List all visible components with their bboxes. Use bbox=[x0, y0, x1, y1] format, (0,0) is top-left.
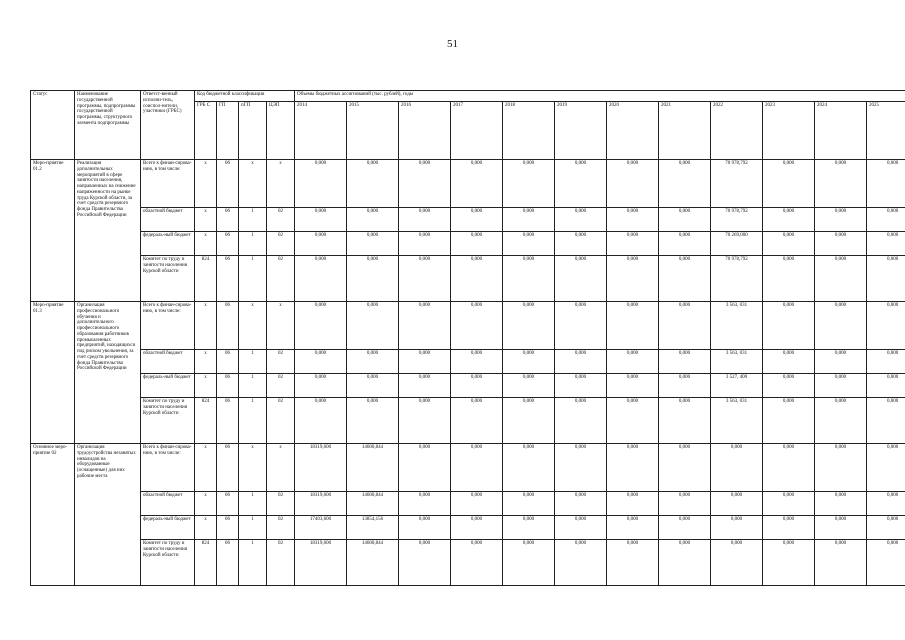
value-cell: 0,000 bbox=[815, 516, 867, 540]
grbs-cell: х bbox=[195, 302, 217, 350]
gp-cell: 06 bbox=[217, 232, 239, 256]
value-cell: 0,000 bbox=[451, 540, 503, 586]
csr-cell: 02 bbox=[267, 256, 295, 302]
grbs-cell: х bbox=[195, 232, 217, 256]
responsible-cell: Комитет по труду и занятости населения Курской области bbox=[141, 540, 195, 586]
year-header: 2021 bbox=[659, 102, 711, 160]
value-cell: 0,000 bbox=[295, 232, 347, 256]
table-row bbox=[31, 232, 905, 256]
value-cell: 0,000 bbox=[763, 350, 815, 374]
gp-cell: 06 bbox=[217, 374, 239, 398]
table-row bbox=[31, 444, 905, 492]
status-header: Статус bbox=[31, 91, 75, 160]
value-cell: 0,000 bbox=[347, 256, 399, 302]
value-cell: 0,000 bbox=[347, 208, 399, 232]
status-cell: Меро-приятие 01.3 bbox=[31, 302, 75, 444]
value-cell: 0,000 bbox=[659, 350, 711, 374]
pgp-cell: 1 bbox=[239, 492, 267, 516]
value-cell: 0,000 bbox=[867, 302, 905, 350]
value-cell: 0,000 bbox=[659, 302, 711, 350]
responsible-cell: Комитет по труду и занятости населения Курской области bbox=[141, 398, 195, 444]
value-cell: 3 527, 400 bbox=[711, 374, 763, 398]
value-cell: 0,000 bbox=[659, 208, 711, 232]
value-cell: 0,000 bbox=[451, 492, 503, 516]
csr-cell: 02 bbox=[267, 516, 295, 540]
value-cell: 0,000 bbox=[451, 444, 503, 492]
responsible-cell: Всего к финан-сирова-нию, в том числе: bbox=[141, 302, 195, 350]
value-cell: 70 269,000 bbox=[711, 232, 763, 256]
value-cell: 0,000 bbox=[451, 374, 503, 398]
value-cell: 0,000 bbox=[867, 444, 905, 492]
gp-header: ГП bbox=[217, 102, 239, 160]
value-cell: 0,000 bbox=[295, 398, 347, 444]
year-header: 2020 bbox=[607, 102, 659, 160]
value-cell: 0,000 bbox=[503, 302, 555, 350]
year-header: 2015 bbox=[347, 102, 399, 160]
csr-cell: 02 bbox=[267, 374, 295, 398]
responsible-cell: областной бюджет bbox=[141, 492, 195, 516]
value-cell: 0,000 bbox=[659, 232, 711, 256]
value-cell: 0,000 bbox=[295, 374, 347, 398]
table-body bbox=[31, 160, 905, 586]
gp-cell: 06 bbox=[217, 492, 239, 516]
value-cell: 0,000 bbox=[763, 444, 815, 492]
name-cell: Организация трудоустройства незанятых инвалидов на оборудованные (оснащенные) для них рабочие места bbox=[75, 444, 141, 586]
value-cell: 0,000 bbox=[607, 444, 659, 492]
value-cell: 0,000 bbox=[399, 444, 451, 492]
year-header: 2017 bbox=[451, 102, 503, 160]
grbs-cell: х bbox=[195, 444, 217, 492]
value-cell: 0,000 bbox=[555, 444, 607, 492]
responsible-cell: федераль-ный бюджет bbox=[141, 232, 195, 256]
value-cell: 0,000 bbox=[607, 160, 659, 208]
value-cell: 0,000 bbox=[815, 492, 867, 516]
csr-header: ЦЭП bbox=[267, 102, 295, 160]
value-cell: 0,000 bbox=[399, 374, 451, 398]
value-cell: 0,000 bbox=[555, 160, 607, 208]
gp-cell: 06 bbox=[217, 516, 239, 540]
pgp-cell: 1 bbox=[239, 398, 267, 444]
value-cell: 0,000 bbox=[815, 398, 867, 444]
pgp-cell: 1 bbox=[239, 374, 267, 398]
value-cell: 0,000 bbox=[451, 208, 503, 232]
value-cell: 0,000 bbox=[763, 302, 815, 350]
value-cell: 70 978,792 bbox=[711, 208, 763, 232]
value-cell: 0,000 bbox=[659, 256, 711, 302]
value-cell: 0,000 bbox=[659, 492, 711, 516]
value-cell: 0,000 bbox=[607, 208, 659, 232]
value-cell: 13854,156 bbox=[347, 516, 399, 540]
value-cell: 0,000 bbox=[555, 232, 607, 256]
table-row bbox=[31, 256, 905, 302]
value-cell: 0,000 bbox=[503, 160, 555, 208]
value-cell: 0,000 bbox=[451, 256, 503, 302]
value-cell: 0,000 bbox=[711, 540, 763, 586]
responsible-header: Ответст-венный исполни-тель, соиспол-нители, участники (ГРБС) bbox=[141, 91, 195, 160]
value-cell: 0,000 bbox=[659, 444, 711, 492]
value-cell: 0,000 bbox=[763, 516, 815, 540]
value-cell: 0,000 bbox=[451, 350, 503, 374]
value-cell: 0,000 bbox=[607, 516, 659, 540]
csr-cell: х bbox=[267, 302, 295, 350]
csr-cell: х bbox=[267, 444, 295, 492]
pgp-cell: 1 bbox=[239, 350, 267, 374]
value-cell: 0,000 bbox=[607, 232, 659, 256]
responsible-cell: федераль-ный бюджет bbox=[141, 374, 195, 398]
grbs-cell: 824 bbox=[195, 540, 217, 586]
table-row bbox=[31, 398, 905, 444]
value-cell: 0,000 bbox=[295, 208, 347, 232]
table-row bbox=[31, 374, 905, 398]
value-cell: 0,000 bbox=[399, 302, 451, 350]
value-cell: 0,000 bbox=[503, 492, 555, 516]
value-cell: 0,000 bbox=[763, 232, 815, 256]
value-cell: 0,000 bbox=[347, 232, 399, 256]
value-cell: 0,000 bbox=[399, 232, 451, 256]
value-cell: 0,000 bbox=[607, 302, 659, 350]
table-row bbox=[31, 302, 905, 350]
value-cell: 0,000 bbox=[607, 540, 659, 586]
status-cell: Меро-приятие 01.2 bbox=[31, 160, 75, 302]
value-cell: 0,000 bbox=[659, 374, 711, 398]
pgp-cell: 1 bbox=[239, 256, 267, 302]
value-cell: 0,000 bbox=[763, 492, 815, 516]
header-row-1 bbox=[31, 91, 905, 102]
responsible-cell: федераль-ный бюджет bbox=[141, 516, 195, 540]
pgp-header: пГП bbox=[239, 102, 267, 160]
value-cell: 0,000 bbox=[607, 492, 659, 516]
value-cell: 0,000 bbox=[867, 208, 905, 232]
value-cell: 0,000 bbox=[607, 374, 659, 398]
year-header: 2023 bbox=[763, 102, 815, 160]
value-cell: 0,000 bbox=[815, 232, 867, 256]
value-cell: 0,000 bbox=[503, 398, 555, 444]
value-cell: 0,000 bbox=[555, 398, 607, 444]
name-cell: Реализация дополнительных мероприятий в сфере занятости населения, направленных на снижение напряженности на рынке труда Курской области, за счет средств резервного фонда Правительства Российской Федерации bbox=[75, 160, 141, 302]
page-number: 51 bbox=[447, 38, 458, 50]
value-cell: 3 563, 031 bbox=[711, 302, 763, 350]
year-header: 2025 bbox=[867, 102, 905, 160]
value-cell: 0,000 bbox=[503, 350, 555, 374]
grbs-cell: х bbox=[195, 160, 217, 208]
value-cell: 0,000 bbox=[763, 374, 815, 398]
value-cell: 0,000 bbox=[295, 160, 347, 208]
value-cell: 0,000 bbox=[399, 540, 451, 586]
value-cell: 17403,600 bbox=[295, 516, 347, 540]
value-cell: 0,000 bbox=[711, 492, 763, 516]
gp-cell: 06 bbox=[217, 444, 239, 492]
value-cell: 14600,844 bbox=[347, 540, 399, 586]
value-cell: 0,000 bbox=[815, 208, 867, 232]
year-header: 2014 bbox=[295, 102, 347, 160]
responsible-cell: областной бюджет bbox=[141, 350, 195, 374]
year-header: 2018 bbox=[503, 102, 555, 160]
value-cell: 18319,600 bbox=[295, 540, 347, 586]
value-cell: 0,000 bbox=[763, 208, 815, 232]
grbs-cell: х bbox=[195, 350, 217, 374]
value-cell: 0,000 bbox=[555, 302, 607, 350]
pgp-cell: 1 bbox=[239, 232, 267, 256]
value-cell: 0,000 bbox=[347, 160, 399, 208]
year-header: 2019 bbox=[555, 102, 607, 160]
year-header: 2024 bbox=[815, 102, 867, 160]
value-cell: 0,000 bbox=[555, 516, 607, 540]
value-cell: 0,000 bbox=[555, 350, 607, 374]
csr-cell: 02 bbox=[267, 540, 295, 586]
value-cell: 0,000 bbox=[815, 160, 867, 208]
value-cell: 0,000 bbox=[711, 444, 763, 492]
table-row bbox=[31, 516, 905, 540]
value-cell: 0,000 bbox=[295, 256, 347, 302]
value-cell: 0,000 bbox=[399, 492, 451, 516]
value-cell: 0,000 bbox=[503, 540, 555, 586]
table-row bbox=[31, 492, 905, 516]
value-cell: 0,000 bbox=[399, 208, 451, 232]
value-cell: 0,000 bbox=[347, 398, 399, 444]
value-cell: 0,000 bbox=[867, 232, 905, 256]
gp-cell: 06 bbox=[217, 398, 239, 444]
value-cell: 0,000 bbox=[659, 516, 711, 540]
value-cell: 0,000 bbox=[295, 350, 347, 374]
responsible-cell: Комитет по труду и занятости населения Курской области bbox=[141, 256, 195, 302]
grbs-cell: х bbox=[195, 516, 217, 540]
value-cell: 0,000 bbox=[555, 374, 607, 398]
value-cell: 0,000 bbox=[867, 160, 905, 208]
csr-cell: 02 bbox=[267, 492, 295, 516]
grbs-cell: 824 bbox=[195, 256, 217, 302]
value-cell: 0,000 bbox=[763, 540, 815, 586]
value-cell: 0,000 bbox=[503, 444, 555, 492]
value-cell: 0,000 bbox=[347, 374, 399, 398]
responsible-cell: областной бюджет bbox=[141, 208, 195, 232]
pgp-cell: х bbox=[239, 444, 267, 492]
pgp-cell: 1 bbox=[239, 516, 267, 540]
csr-cell: 02 bbox=[267, 398, 295, 444]
grbs-cell: х bbox=[195, 492, 217, 516]
value-cell: 0,000 bbox=[763, 256, 815, 302]
value-cell: 0,000 bbox=[451, 232, 503, 256]
value-cell: 0,000 bbox=[555, 256, 607, 302]
value-cell: 14600,844 bbox=[347, 492, 399, 516]
name-cell: Организация профессионального обучения и дополнительного профессионального образования работников промышленных предприятий, находящихся под риском увольнения, за счет средств резервного фонда Правительства Российской Федерации bbox=[75, 302, 141, 444]
value-cell: 0,000 bbox=[347, 350, 399, 374]
value-cell: 0,000 bbox=[399, 516, 451, 540]
grbs-header: ГРБ С bbox=[195, 102, 217, 160]
value-cell: 0,000 bbox=[867, 398, 905, 444]
value-cell: 0,000 bbox=[451, 398, 503, 444]
gp-cell: 06 bbox=[217, 160, 239, 208]
status-cell: Основное меро-приятие 02 bbox=[31, 444, 75, 586]
value-cell: 0,000 bbox=[555, 540, 607, 586]
value-cell: 0,000 bbox=[347, 302, 399, 350]
csr-cell: х bbox=[267, 160, 295, 208]
value-cell: 0,000 bbox=[763, 398, 815, 444]
gp-cell: 06 bbox=[217, 256, 239, 302]
grbs-cell: х bbox=[195, 208, 217, 232]
value-cell: 0,000 bbox=[815, 540, 867, 586]
value-cell: 0,000 bbox=[763, 160, 815, 208]
responsible-cell: Всего к финан-сирова-нию, в том числе: bbox=[141, 160, 195, 208]
value-cell: 0,000 bbox=[451, 160, 503, 208]
value-cell: 0,000 bbox=[399, 256, 451, 302]
table-row bbox=[31, 160, 905, 208]
value-cell: 0,000 bbox=[867, 492, 905, 516]
value-cell: 0,000 bbox=[399, 160, 451, 208]
table-row bbox=[31, 350, 905, 374]
value-cell: 14600,844 bbox=[347, 444, 399, 492]
value-cell: 0,000 bbox=[815, 444, 867, 492]
value-cell: 0,000 bbox=[503, 516, 555, 540]
value-cell: 0,000 bbox=[659, 160, 711, 208]
value-cell: 0,000 bbox=[399, 350, 451, 374]
value-cell: 0,000 bbox=[399, 398, 451, 444]
value-cell: 0,000 bbox=[867, 350, 905, 374]
pgp-cell: 1 bbox=[239, 540, 267, 586]
value-cell: 18319,600 bbox=[295, 492, 347, 516]
year-header: 2016 bbox=[399, 102, 451, 160]
value-cell: 70 978,792 bbox=[711, 256, 763, 302]
pgp-cell: х bbox=[239, 302, 267, 350]
value-cell: 0,000 bbox=[451, 516, 503, 540]
value-cell: 3 563, 031 bbox=[711, 350, 763, 374]
value-cell: 0,000 bbox=[451, 302, 503, 350]
gp-cell: 06 bbox=[217, 350, 239, 374]
gp-cell: 06 bbox=[217, 302, 239, 350]
value-cell: 0,000 bbox=[503, 256, 555, 302]
year-header: 2022 bbox=[711, 102, 763, 160]
value-cell: 0,000 bbox=[607, 398, 659, 444]
table-row bbox=[31, 208, 905, 232]
value-cell: 0,000 bbox=[607, 256, 659, 302]
value-cell: 0,000 bbox=[503, 232, 555, 256]
gp-cell: 06 bbox=[217, 208, 239, 232]
value-cell: 0,000 bbox=[867, 374, 905, 398]
grbs-cell: 824 bbox=[195, 398, 217, 444]
pgp-cell: х bbox=[239, 160, 267, 208]
value-cell: 70 978,792 bbox=[711, 160, 763, 208]
value-cell: 0,000 bbox=[867, 256, 905, 302]
value-cell: 0,000 bbox=[815, 374, 867, 398]
value-cell: 0,000 bbox=[815, 350, 867, 374]
value-cell: 18319,600 bbox=[295, 444, 347, 492]
value-cell: 0,000 bbox=[503, 374, 555, 398]
value-cell: 0,000 bbox=[607, 350, 659, 374]
grbs-cell: х bbox=[195, 374, 217, 398]
csr-cell: 02 bbox=[267, 208, 295, 232]
value-cell: 0,000 bbox=[295, 302, 347, 350]
value-cell: 0,000 bbox=[867, 516, 905, 540]
value-cell: 0,000 bbox=[867, 540, 905, 586]
value-cell: 0,000 bbox=[555, 492, 607, 516]
pgp-cell: 1 bbox=[239, 208, 267, 232]
budget-code-header: Код бюджетной классификации bbox=[195, 91, 295, 102]
value-cell: 0,000 bbox=[815, 256, 867, 302]
gp-cell: 06 bbox=[217, 540, 239, 586]
name-header: Наименование государственной программы, подпрограммы государственной программы, структурного элемента подпрограммы bbox=[75, 91, 141, 160]
value-cell: 0,000 bbox=[815, 302, 867, 350]
budget-table bbox=[30, 90, 905, 586]
table-row bbox=[31, 540, 905, 586]
volumes-header: Объемы бюджетных ассигнований (тыс. рублей), годы bbox=[295, 91, 905, 102]
responsible-cell: Всего к финан-сирова-нию, в том числе: bbox=[141, 444, 195, 492]
csr-cell: 02 bbox=[267, 350, 295, 374]
value-cell: 0,000 bbox=[659, 540, 711, 586]
csr-cell: 02 bbox=[267, 232, 295, 256]
value-cell: 0,000 bbox=[659, 398, 711, 444]
value-cell: 0,000 bbox=[503, 208, 555, 232]
value-cell: 0,000 bbox=[711, 516, 763, 540]
value-cell: 0,000 bbox=[555, 208, 607, 232]
value-cell: 3 563, 031 bbox=[711, 398, 763, 444]
